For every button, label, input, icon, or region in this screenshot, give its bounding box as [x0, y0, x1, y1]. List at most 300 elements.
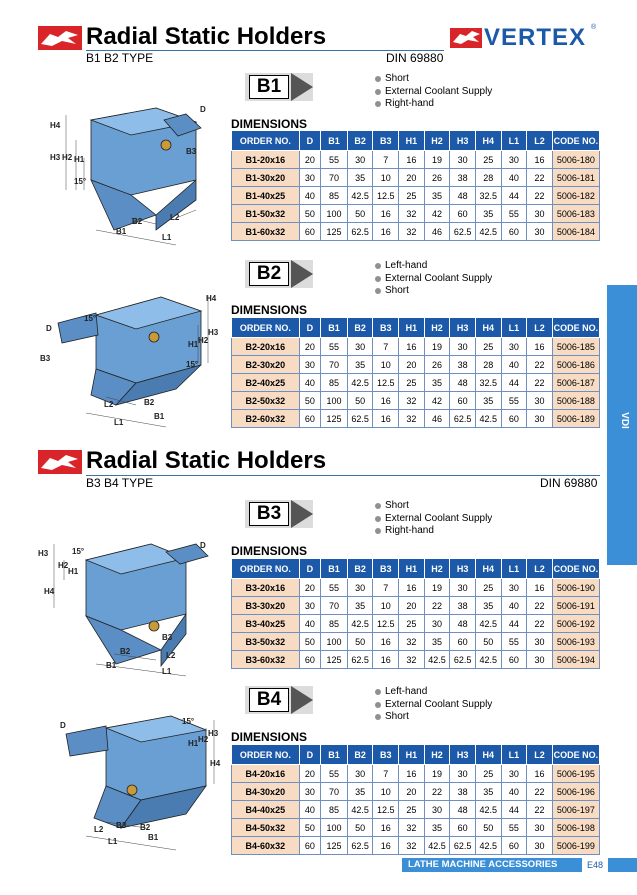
dimension-cell: 35 — [475, 783, 501, 801]
column-header: B3 — [373, 559, 399, 579]
dim-label: L1 — [114, 418, 124, 427]
dimension-cell: 12.5 — [373, 187, 399, 205]
badge-label: B3 — [249, 502, 289, 526]
dim-label: 15° — [72, 547, 85, 556]
dim-label: H4 — [44, 587, 55, 596]
dimension-cell: 12.5 — [373, 374, 399, 392]
dimension-cell: 16 — [527, 151, 553, 169]
dim-label: H2 — [62, 153, 73, 162]
dimension-cell: 40 — [501, 783, 527, 801]
dimension-cell: 60 — [501, 410, 527, 428]
dimension-cell: 50 — [347, 205, 373, 223]
dimension-cell: 25 — [399, 801, 425, 819]
dimension-cell: 38 — [450, 597, 476, 615]
column-header: H4 — [475, 745, 501, 765]
dimension-cell: 125 — [321, 837, 348, 855]
dimension-cell: 44 — [501, 801, 527, 819]
column-header: B3 — [373, 318, 399, 338]
order-number-cell: B2-60x32 — [232, 410, 300, 428]
code-number-cell: 5006-181 — [552, 169, 599, 187]
dimension-cell: 32 — [399, 651, 425, 669]
code-number-cell: 5006-191 — [552, 597, 599, 615]
dimension-cell: 62.5 — [450, 651, 476, 669]
dimension-cell: 22 — [527, 374, 553, 392]
dimension-cell: 42.5 — [347, 187, 373, 205]
dimension-cell: 25 — [399, 374, 425, 392]
dimension-cell: 16 — [373, 410, 399, 428]
code-number-cell: 5006-183 — [552, 205, 599, 223]
dim-label: 15° — [84, 314, 97, 323]
dimension-cell: 25 — [475, 579, 501, 597]
dimension-cell: 30 — [450, 765, 476, 783]
order-number-cell: B1-50x32 — [232, 205, 300, 223]
dimension-cell: 30 — [527, 205, 553, 223]
side-tab-label: VDI — [618, 412, 630, 429]
badge-b4 — [245, 686, 313, 714]
code-number-cell: 5006-187 — [552, 374, 599, 392]
dim-label: L2 — [94, 825, 104, 834]
dimension-cell: 30 — [347, 338, 373, 356]
column-header: H3 — [450, 559, 476, 579]
table-row — [232, 356, 600, 374]
column-header: ORDER NO. — [232, 745, 300, 765]
dimension-cell: 30 — [299, 169, 321, 187]
dimension-cell: 35 — [347, 169, 373, 187]
dimension-cell: 16 — [527, 765, 553, 783]
dimension-cell: 38 — [450, 169, 476, 187]
column-header: L2 — [527, 559, 553, 579]
column-header: H2 — [424, 559, 450, 579]
dimension-cell: 19 — [424, 151, 450, 169]
dimension-cell: 22 — [527, 356, 553, 374]
dim-label: L2 — [104, 400, 114, 409]
dimension-cell: 22 — [424, 597, 450, 615]
dimension-cell: 42.5 — [475, 615, 501, 633]
dimension-cell: 25 — [475, 765, 501, 783]
dimension-cell: 7 — [373, 151, 399, 169]
order-number-cell: B1-40x25 — [232, 187, 300, 205]
dim-label: H1 — [188, 340, 199, 349]
dimension-cell: 25 — [475, 338, 501, 356]
dimension-cell: 30 — [501, 151, 527, 169]
dimension-cell: 55 — [321, 338, 348, 356]
dimension-cell: 12.5 — [373, 801, 399, 819]
dimension-cell: 62.5 — [347, 651, 373, 669]
dimension-cell: 70 — [321, 169, 348, 187]
dimension-cell: 70 — [321, 783, 348, 801]
dimensions-table-b2 — [231, 317, 600, 428]
order-number-cell: B1-60x32 — [232, 223, 300, 241]
table-row — [232, 783, 600, 801]
order-number-cell: B3-60x32 — [232, 651, 300, 669]
table-row — [232, 597, 600, 615]
dimension-cell: 20 — [399, 356, 425, 374]
dim-label: L2 — [170, 213, 180, 222]
section-title: Radial Static Holders — [86, 447, 327, 474]
dimension-cell: 60 — [299, 410, 321, 428]
dimension-cell: 125 — [321, 223, 348, 241]
dimension-cell: 42.5 — [475, 651, 501, 669]
order-number-cell: B3-30x20 — [232, 597, 300, 615]
dimension-cell: 19 — [424, 338, 450, 356]
dimension-cell: 44 — [501, 615, 527, 633]
dimension-cell: 32 — [399, 223, 425, 241]
feature-item: Right-hand — [374, 525, 492, 538]
dim-label: H1 — [68, 567, 79, 576]
column-header: H1 — [399, 559, 425, 579]
dimension-cell: 42.5 — [475, 223, 501, 241]
dimension-cell: 16 — [373, 651, 399, 669]
dim-label: D — [46, 324, 52, 333]
dimension-cell: 40 — [501, 169, 527, 187]
dimension-cell: 22 — [424, 783, 450, 801]
table-row — [232, 651, 600, 669]
dimension-cell: 60 — [299, 223, 321, 241]
dim-label: B1 — [154, 412, 165, 421]
dimension-cell: 7 — [373, 765, 399, 783]
dimension-cell: 16 — [373, 819, 399, 837]
table-row — [232, 223, 600, 241]
column-header: H2 — [424, 318, 450, 338]
dimension-cell: 32 — [399, 633, 425, 651]
table-row — [232, 187, 600, 205]
dimension-cell: 62.5 — [347, 223, 373, 241]
column-header: L1 — [501, 745, 527, 765]
dimension-cell: 44 — [501, 187, 527, 205]
section-type: B3 B4 TYPE — [86, 476, 154, 490]
dimension-cell: 48 — [450, 374, 476, 392]
dimension-cell: 30 — [347, 579, 373, 597]
vertex-logo — [450, 24, 598, 52]
dimension-cell: 30 — [347, 151, 373, 169]
dimension-cell: 20 — [299, 151, 321, 169]
dimension-cell: 35 — [475, 205, 501, 223]
dim-label: D — [200, 541, 206, 550]
dimension-cell: 16 — [527, 579, 553, 597]
dimension-cell: 60 — [299, 651, 321, 669]
column-header: H1 — [399, 745, 425, 765]
dim-label: L1 — [162, 233, 172, 242]
dimension-cell: 30 — [299, 783, 321, 801]
feature-list-b2 — [374, 260, 492, 298]
eagle-logo-icon — [38, 26, 82, 50]
dim-label: B3 — [186, 147, 197, 156]
table-row — [232, 338, 600, 356]
dimension-cell: 100 — [321, 392, 348, 410]
code-number-cell: 5006-180 — [552, 151, 599, 169]
dim-label: H2 — [58, 561, 69, 570]
dimension-cell: 20 — [299, 765, 321, 783]
column-header: B2 — [347, 559, 373, 579]
dimension-cell: 30 — [501, 765, 527, 783]
dimension-cell: 30 — [527, 410, 553, 428]
dimension-cell: 22 — [527, 801, 553, 819]
dimension-cell: 35 — [347, 783, 373, 801]
feature-item: External Coolant Supply — [374, 699, 492, 712]
dimensions-table-b1 — [231, 130, 600, 241]
column-header: B1 — [321, 318, 348, 338]
column-header: ORDER NO. — [232, 559, 300, 579]
dimension-cell: 30 — [527, 651, 553, 669]
column-header: CODE NO. — [552, 745, 599, 765]
dimension-cell: 48 — [450, 615, 476, 633]
dimension-cell: 16 — [399, 338, 425, 356]
dimensions-table-b4 — [231, 744, 600, 855]
footer-bar — [402, 858, 637, 872]
code-number-cell: 5006-195 — [552, 765, 599, 783]
feature-item: Left-hand — [374, 686, 492, 699]
order-number-cell: B4-40x25 — [232, 801, 300, 819]
dimension-cell: 70 — [321, 356, 348, 374]
table-header-row — [232, 318, 600, 338]
dimension-cell: 35 — [424, 633, 450, 651]
dimension-cell: 50 — [347, 392, 373, 410]
dim-label: 15° — [74, 177, 87, 186]
feature-list-b1 — [374, 73, 492, 111]
feature-list-b3 — [374, 500, 492, 538]
dimension-cell: 20 — [399, 783, 425, 801]
dimension-cell: 19 — [424, 765, 450, 783]
dimension-cell: 70 — [321, 597, 348, 615]
dimension-cell: 60 — [501, 223, 527, 241]
column-header: D — [299, 559, 321, 579]
dimension-cell: 125 — [321, 410, 348, 428]
column-header: H3 — [450, 318, 476, 338]
dimension-cell: 100 — [321, 633, 348, 651]
dimension-cell: 30 — [450, 579, 476, 597]
table-header-row — [232, 559, 600, 579]
order-number-cell: B4-20x16 — [232, 765, 300, 783]
dimension-cell: 16 — [399, 151, 425, 169]
dimension-cell: 30 — [501, 579, 527, 597]
dimension-cell: 55 — [321, 579, 348, 597]
code-number-cell: 5006-192 — [552, 615, 599, 633]
dimension-cell: 55 — [501, 819, 527, 837]
badge-label: B4 — [249, 688, 289, 712]
dimension-cell: 12.5 — [373, 615, 399, 633]
order-number-cell: B2-50x32 — [232, 392, 300, 410]
column-header: H3 — [450, 131, 476, 151]
column-header: B2 — [347, 745, 373, 765]
code-number-cell: 5006-189 — [552, 410, 599, 428]
dimension-cell: 16 — [373, 205, 399, 223]
dimension-cell: 26 — [424, 169, 450, 187]
side-tab-vdi — [607, 285, 637, 565]
dimensions-title: DIMENSIONS — [231, 117, 308, 131]
dim-label: B2 — [120, 647, 131, 656]
table-row — [232, 837, 600, 855]
dimension-cell: 62.5 — [347, 837, 373, 855]
order-number-cell: B4-60x32 — [232, 837, 300, 855]
dimension-cell: 28 — [475, 356, 501, 374]
dimension-cell: 16 — [373, 633, 399, 651]
table-row — [232, 410, 600, 428]
dimension-cell: 22 — [527, 169, 553, 187]
dim-label: B3 — [162, 633, 173, 642]
feature-item: Short — [374, 285, 492, 298]
dim-label: L1 — [108, 837, 118, 846]
dimension-cell: 22 — [527, 187, 553, 205]
dimension-cell: 22 — [527, 783, 553, 801]
dimension-cell: 40 — [299, 374, 321, 392]
dim-label: B1 — [106, 661, 117, 670]
dim-label: H3 — [38, 549, 49, 558]
dimension-cell: 48 — [450, 801, 476, 819]
dim-label: B3 — [40, 354, 51, 363]
code-number-cell: 5006-184 — [552, 223, 599, 241]
vertex-wordmark: VERTEX — [484, 24, 587, 51]
dimension-cell: 7 — [373, 338, 399, 356]
table-row — [232, 579, 600, 597]
column-header: L1 — [501, 131, 527, 151]
dimension-cell: 50 — [299, 205, 321, 223]
table-row — [232, 633, 600, 651]
dimension-cell: 30 — [450, 151, 476, 169]
order-number-cell: B3-50x32 — [232, 633, 300, 651]
dimension-cell: 40 — [299, 187, 321, 205]
dimension-cell: 46 — [424, 410, 450, 428]
dimension-cell: 30 — [527, 633, 553, 651]
dimension-cell: 40 — [501, 597, 527, 615]
dimension-cell: 16 — [527, 338, 553, 356]
din-standard: DIN 69880 — [540, 476, 598, 490]
dimension-cell: 32 — [399, 392, 425, 410]
dimension-cell: 30 — [347, 765, 373, 783]
dim-label: B1 — [116, 227, 127, 236]
badge-label: B2 — [249, 262, 289, 286]
dim-label: B3 — [116, 821, 127, 830]
dimension-cell: 16 — [399, 765, 425, 783]
dim-label: D — [60, 721, 66, 730]
dimension-cell: 42.5 — [347, 615, 373, 633]
dimension-cell: 35 — [424, 187, 450, 205]
dimension-cell: 38 — [450, 783, 476, 801]
dimension-cell: 35 — [475, 392, 501, 410]
order-number-cell: B2-40x25 — [232, 374, 300, 392]
dim-label: H3 — [50, 153, 61, 162]
column-header: H1 — [399, 131, 425, 151]
dimension-cell: 50 — [475, 633, 501, 651]
dimension-cell: 60 — [501, 837, 527, 855]
dimension-cell: 30 — [299, 356, 321, 374]
column-header: B1 — [321, 131, 348, 151]
order-number-cell: B3-40x25 — [232, 615, 300, 633]
dimension-cell: 32 — [399, 205, 425, 223]
dimension-cell: 30 — [527, 819, 553, 837]
dimension-cell: 40 — [299, 801, 321, 819]
dimension-cell: 60 — [299, 837, 321, 855]
dimension-cell: 50 — [347, 819, 373, 837]
table-row — [232, 615, 600, 633]
column-header: H4 — [475, 131, 501, 151]
dimension-cell: 32 — [399, 410, 425, 428]
dimension-cell: 62.5 — [450, 837, 476, 855]
dimension-cell: 40 — [501, 356, 527, 374]
feature-item: External Coolant Supply — [374, 86, 492, 99]
dimension-cell: 55 — [321, 151, 348, 169]
order-number-cell: B2-20x16 — [232, 338, 300, 356]
dimension-cell: 62.5 — [450, 223, 476, 241]
footer-text: LATHE MACHINE ACCESSORIES — [408, 859, 558, 870]
dim-label: B2 — [144, 398, 155, 407]
dimension-cell: 20 — [299, 579, 321, 597]
diagram-b1 — [36, 100, 222, 250]
dim-label: H4 — [210, 759, 221, 768]
code-number-cell: 5006-193 — [552, 633, 599, 651]
dimension-cell: 42.5 — [475, 837, 501, 855]
dimension-cell: 16 — [399, 579, 425, 597]
table-row — [232, 392, 600, 410]
dim-label: L1 — [162, 667, 172, 676]
table-row — [232, 801, 600, 819]
dim-label: H2 — [198, 735, 209, 744]
dimension-cell: 42.5 — [475, 410, 501, 428]
code-number-cell: 5006-194 — [552, 651, 599, 669]
column-header: H4 — [475, 559, 501, 579]
diagram-b3 — [36, 530, 222, 680]
column-header: B1 — [321, 745, 348, 765]
dimension-cell: 38 — [450, 356, 476, 374]
table-row — [232, 169, 600, 187]
code-number-cell: 5006-197 — [552, 801, 599, 819]
dimension-cell: 100 — [321, 819, 348, 837]
table-row — [232, 765, 600, 783]
dimension-cell: 16 — [373, 392, 399, 410]
dimension-cell: 42 — [424, 392, 450, 410]
dim-label: H1 — [74, 155, 85, 164]
dimension-cell: 20 — [299, 338, 321, 356]
page-number: E48 — [582, 858, 608, 872]
code-number-cell: 5006-182 — [552, 187, 599, 205]
section-title: Radial Static Holders — [86, 23, 327, 50]
dimension-cell: 85 — [321, 187, 348, 205]
dim-label: H3 — [208, 328, 219, 337]
registered-icon: ® — [591, 24, 597, 31]
dimension-cell: 10 — [373, 597, 399, 615]
dimension-cell: 42.5 — [424, 837, 450, 855]
code-number-cell: 5006-198 — [552, 819, 599, 837]
dimensions-title: DIMENSIONS — [231, 303, 308, 317]
dim-label: H2 — [198, 336, 209, 345]
code-number-cell: 5006-190 — [552, 579, 599, 597]
column-header: L2 — [527, 745, 553, 765]
badge-b1 — [245, 73, 313, 101]
dimension-cell: 50 — [299, 819, 321, 837]
dimension-cell: 62.5 — [450, 410, 476, 428]
dimension-cell: 50 — [299, 392, 321, 410]
dimension-cell: 30 — [424, 615, 450, 633]
dimension-cell: 32.5 — [475, 374, 501, 392]
feature-item: Short — [374, 711, 492, 724]
dimension-cell: 35 — [347, 597, 373, 615]
column-header: ORDER NO. — [232, 131, 300, 151]
dimension-cell: 62.5 — [347, 410, 373, 428]
dimension-cell: 125 — [321, 651, 348, 669]
order-number-cell: B1-20x16 — [232, 151, 300, 169]
dimension-cell: 55 — [321, 765, 348, 783]
dimension-cell: 55 — [501, 205, 527, 223]
dimension-cell: 42 — [424, 205, 450, 223]
column-header: B1 — [321, 559, 348, 579]
dimension-cell: 10 — [373, 356, 399, 374]
dimension-cell: 60 — [450, 819, 476, 837]
dimension-cell: 22 — [527, 597, 553, 615]
order-number-cell: B2-30x20 — [232, 356, 300, 374]
dimension-cell: 44 — [501, 374, 527, 392]
dimension-cell: 30 — [450, 338, 476, 356]
dimension-cell: 60 — [450, 392, 476, 410]
dimension-cell: 30 — [527, 837, 553, 855]
